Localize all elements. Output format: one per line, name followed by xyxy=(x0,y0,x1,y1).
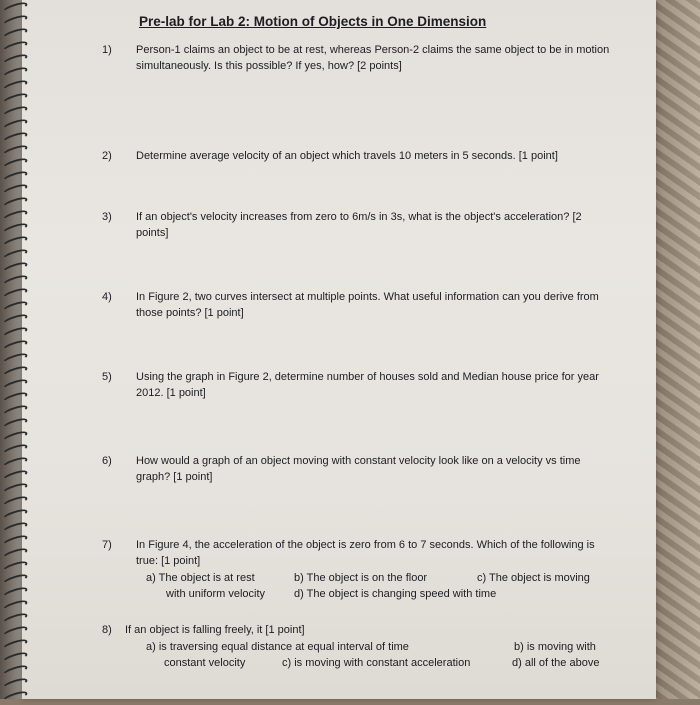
spiral-coil xyxy=(1,78,28,94)
spiral-coil xyxy=(1,312,28,328)
question-text: Person-1 claims an object to be at rest, whereas Person-2 claims the same object to be in motion simultaneously. Is this possible? If yes, how? [2 points] xyxy=(136,44,610,72)
spiral-coil xyxy=(1,494,28,510)
option-b: b) is moving with xyxy=(514,641,596,653)
question-number: 8) xyxy=(102,624,112,636)
option-c-continued: with uniform velocity xyxy=(166,588,266,600)
spiral-coil xyxy=(1,169,28,185)
question-number: 6) xyxy=(102,455,112,467)
spiral-coil xyxy=(1,429,28,445)
spiral-coil xyxy=(1,598,28,614)
spiral-coil xyxy=(1,377,28,393)
spiral-coil xyxy=(1,468,28,484)
spiral-coil xyxy=(1,455,28,471)
spiral-coil xyxy=(1,442,28,458)
option-b: b) The object is on the floor xyxy=(294,572,428,584)
spiral-coil xyxy=(1,195,28,211)
question-number: 7) xyxy=(102,539,112,551)
spiral-coil xyxy=(1,299,28,315)
option-b-continued: constant velocity xyxy=(164,657,246,669)
spiral-binding xyxy=(0,0,40,699)
option-c: c) is moving with constant acceleration xyxy=(282,657,471,669)
question-text: In Figure 4, the acceleration of the object is zero from 6 to 7 seconds. Which of the following is true: [1 point] xyxy=(136,539,595,567)
spiral-coil xyxy=(1,338,28,354)
question-text: Determine average velocity of an object which travels 10 meters in 5 seconds. [1 point] xyxy=(136,150,558,162)
question-number: 5) xyxy=(102,371,112,383)
spiral-coil xyxy=(1,117,28,133)
worksheet-page xyxy=(22,0,656,699)
spiral-coil xyxy=(1,390,28,406)
option-a: a) The object is at rest xyxy=(146,572,255,584)
spiral-coil xyxy=(1,286,28,302)
spiral-coil xyxy=(1,351,28,367)
question-text: In Figure 2, two curves intersect at multiple points. What useful information can you derive from those points? [1 point] xyxy=(136,291,599,319)
question-number: 4) xyxy=(102,291,112,303)
spiral-coil xyxy=(1,104,28,120)
option-a: a) is traversing equal distance at equal interval of time xyxy=(146,641,409,653)
spiral-coil xyxy=(1,611,28,627)
spiral-coil xyxy=(1,650,28,666)
spiral-coil xyxy=(1,234,28,250)
spiral-coil xyxy=(1,520,28,536)
spiral-coil xyxy=(1,572,28,588)
spiral-coil xyxy=(1,676,28,692)
spiral-coil xyxy=(1,0,28,16)
spiral-coil xyxy=(1,39,28,55)
question-text: If an object is falling freely, it [1 point] xyxy=(125,624,305,636)
question-number: 2) xyxy=(102,150,112,162)
option-c: c) The object is moving xyxy=(477,572,590,584)
spiral-coil xyxy=(1,156,28,172)
spiral-coil xyxy=(1,364,28,380)
spiral-coil xyxy=(1,26,28,42)
spiral-coil xyxy=(1,507,28,523)
spiral-coil xyxy=(1,13,28,29)
question-text: If an object's velocity increases from zero to 6m/s in 3s, what is the object's acceleration? [2 points] xyxy=(136,211,582,239)
spiral-coil xyxy=(1,273,28,289)
spiral-coil xyxy=(1,663,28,679)
question-number: 3) xyxy=(102,211,112,223)
spiral-coil xyxy=(1,559,28,575)
spiral-coil xyxy=(1,221,28,237)
spiral-coil xyxy=(1,52,28,68)
page-title: Pre-lab for Lab 2: Motion of Objects in One Dimension xyxy=(139,14,487,29)
spiral-coil xyxy=(1,689,28,705)
spiral-coil xyxy=(1,481,28,497)
spiral-coil xyxy=(1,91,28,107)
option-d: d) The object is changing speed with time xyxy=(294,588,497,600)
spiral-coil xyxy=(1,416,28,432)
spiral-coil xyxy=(1,130,28,146)
spiral-coil xyxy=(1,208,28,224)
spiral-coil xyxy=(1,182,28,198)
spiral-coil xyxy=(1,403,28,419)
option-d: d) all of the above xyxy=(512,657,600,669)
question-text: Using the graph in Figure 2, determine number of houses sold and Median house price for year 2012. [1 point] xyxy=(136,371,599,399)
spiral-coil xyxy=(1,65,28,81)
spiral-coil xyxy=(1,624,28,640)
question-number: 1) xyxy=(102,44,112,56)
spiral-coil xyxy=(1,585,28,601)
question-text: How would a graph of an object moving with constant velocity look like on a velocity vs time graph? [1 point] xyxy=(136,455,581,483)
spiral-coil xyxy=(1,546,28,562)
spiral-coil xyxy=(1,637,28,653)
spiral-coil xyxy=(1,247,28,263)
spiral-coil xyxy=(1,143,28,159)
spiral-coil xyxy=(1,325,28,341)
spiral-coil xyxy=(1,260,28,276)
spiral-coil xyxy=(1,533,28,549)
